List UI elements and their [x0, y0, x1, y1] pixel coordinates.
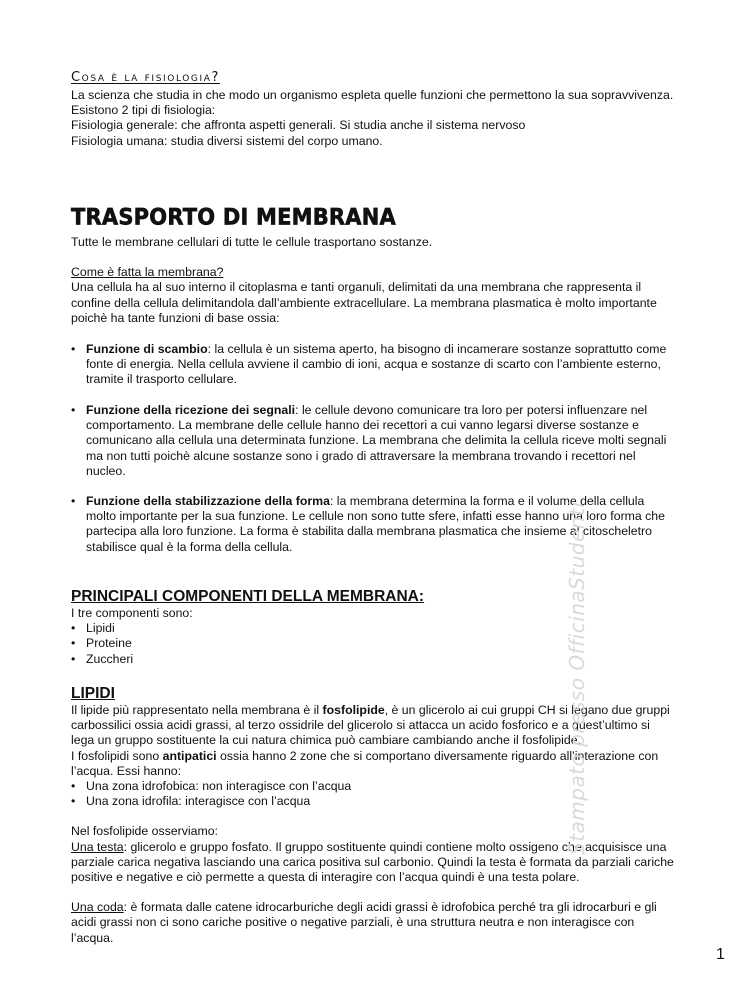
- lipidi-heading: LIPIDI: [71, 685, 115, 702]
- componenti-intro: I tre componenti sono:: [71, 606, 193, 620]
- membrana-question: Come è fatta la membrana?: [71, 265, 224, 280]
- text-run: ossia hanno 2 zone che si comportano diversamente riguardo all’interazione con l’acqua. Essi hanno:: [71, 748, 659, 778]
- function-title: Funzione della stabilizzazione della forma: [86, 494, 330, 508]
- function-scambio: [71, 342, 675, 388]
- list-item: • Una zona idrofila: interagisce con l’acqua: [71, 794, 675, 809]
- componenti-heading: PRINCIPALI COMPONENTI DELLA MEMBRANA:: [71, 588, 425, 605]
- fisiologia-types: Esistono 2 tipi di fisiologia:: [71, 103, 216, 118]
- testa-label: Una testa: [71, 839, 124, 854]
- trasporto-intro: Tutte le membrane cellulari di tutte le cellule trasportano sostanze.: [71, 235, 433, 249]
- membrana-description: Una cellula ha al suo interno il citoplasma e tanti organuli, delimitati da una membrana che rappresenta il confine della cellula delimitandola dall’ambiente extracellulare. La membrana plasmatica è molto importante poichè ha tante funzioni di base ossia:: [71, 280, 657, 325]
- function-text: : la membrana determina la forma e il volume della cellula molto importante per la sua funzione. Le cellule non sono tutte sfere, infatti esse hanno una loro forma che partecipa alla loro funzione. La forma è stabilita dalla membrana plasmatica che insieme al citoscheletro stabilisce qual è la forma della cellula.: [86, 494, 665, 554]
- text-run: : glicerolo e gruppo fosfato. Il gruppo sostituente quindi contiene molto ossigeno che acquisisce una parziale carica negativa lasciando una carica positiva sul carbonio. Quindi la testa è formata da parziali cariche positive e negative e ciò permette a questa di interagire con l’acqua quindi è una testa polare.: [71, 839, 674, 885]
- text-run: : è formata dalle catene idrocarburiche degli acidi grassi è idrofobica perché tra gli idrocarburi e gli acidi grassi non ci sono cariche positive o negative parziali, è una struttura neutra e non interagisce con l’acqua.: [71, 900, 657, 945]
- function-text: : la cellula è un sistema aperto, ha bisogno di incamerare sostanze soprattutto come fonte di energia. Nella cellula avviene il cambio di ioni, acqua e sostanze di scarto con l’ambiente esterno, tramite il trasporto cellulare.: [86, 342, 667, 387]
- term-fosfolipide: fosfolipide: [322, 703, 385, 717]
- text-run: , è un glicerolo ai cui gruppi CH si legano due gruppi carbossilici ossia acidi grassi, al terzo ossidrile del glicerolo si attacca un acido fosforico e a quest’ultimo si lega un gruppo sostituente la cui natura chimica può cambiare cambiando anche il fosfolipide.: [71, 703, 670, 748]
- lipidi-observe: Nel fosfolipide osserviamo:: [71, 824, 218, 839]
- text-run: I fosfolipidi sono: [71, 748, 163, 763]
- function-text: : le cellule devono comunicare tra loro per potersi influenzare nel comportamento. La membrane delle cellule hanno dei recettori a cui vanno legarsi diverse sostanze e comunicano alla cellula una determinata funzione. La membrana che delimita la cellula riceve molti segnali ma non tutti poichè alcune sostanze sono i grado di attraversare la membrana trovando i recettori nel nucleo.: [86, 403, 667, 478]
- function-title: Funzione della ricezione dei segnali: [86, 403, 296, 417]
- functions-list: [71, 403, 675, 479]
- fisiologia-generale: Fisiologia generale: che affronta aspetti generali. Si studia anche il sistema nervoso: [71, 118, 526, 133]
- trasporto-section: [71, 204, 675, 326]
- list-item: • Proteine: [71, 636, 675, 651]
- list-item: • Una zona idrofobica: non interagisce con l’acqua: [71, 779, 675, 794]
- coda-label: Una coda: [71, 900, 124, 915]
- function-segnali: [71, 403, 675, 479]
- fisiologia-definition: La scienza che studia in che modo un organismo espleta quelle funzioni che permettono la sua sopravvivenza.: [71, 88, 674, 102]
- coda-paragraph: [71, 900, 675, 946]
- text-run: Il lipide più rappresentato nella membrana è il: [71, 703, 323, 717]
- watermark: Stampato presso OfficinaStudenti: [565, 501, 589, 855]
- list-item: • Zuccheri: [71, 652, 675, 667]
- page-number: 1: [716, 946, 725, 963]
- fisiologia-section: [71, 70, 675, 149]
- term-antipatici: antipatici: [162, 748, 217, 763]
- functions-list: [71, 342, 675, 388]
- function-title: Funzione di scambio: [86, 342, 208, 356]
- trasporto-heading: TRASPORTO DI MEMBRANA: [71, 204, 396, 230]
- list-item: • Lipidi: [71, 621, 675, 636]
- fisiologia-heading: Cosa è la fisiologia?: [71, 70, 221, 85]
- fisiologia-umana: Fisiologia umana: studia diversi sistemi del corpo umano.: [71, 133, 383, 148]
